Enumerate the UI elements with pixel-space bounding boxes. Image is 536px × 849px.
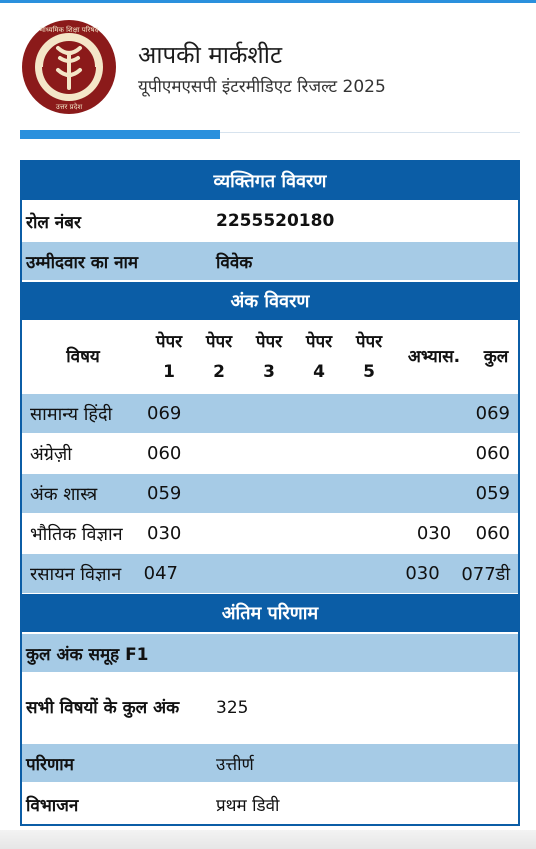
personal-details-heading: व्यक्तिगत विवरण xyxy=(22,162,518,202)
table-row xyxy=(22,434,518,474)
total-cell: 059 xyxy=(475,483,510,504)
paper-4-cell xyxy=(286,554,335,594)
paper-1-cell: 060 xyxy=(147,443,182,464)
paper-1-cell: 047 xyxy=(143,563,178,584)
paper-3-cell xyxy=(238,554,287,594)
paper-5-cell xyxy=(344,474,394,514)
practical-cell xyxy=(394,394,474,434)
upmsp-logo xyxy=(20,18,118,116)
paper-1-cell: 030 xyxy=(147,523,182,544)
top-accent-strip xyxy=(0,0,536,3)
roll-number-value: 2255520180 xyxy=(216,211,335,231)
paper-1-cell: 069 xyxy=(147,403,182,424)
paper-5-cell xyxy=(344,434,394,474)
result-row xyxy=(22,744,518,784)
division-label: विभाजन xyxy=(26,795,79,816)
paper-2-cell xyxy=(194,474,244,514)
practical-cell xyxy=(394,434,474,474)
subject-cell: अंक शास्त्र xyxy=(30,483,98,505)
table-row xyxy=(22,514,518,554)
final-result-heading: अंतिम परिणाम xyxy=(22,594,518,634)
table-row xyxy=(22,554,518,594)
paper-1-cell: 059 xyxy=(147,483,182,504)
practical-cell: 030 xyxy=(405,563,440,584)
paper-4-cell xyxy=(294,514,344,554)
division-value: प्रथम डिवी xyxy=(216,795,280,816)
paper-5-cell xyxy=(335,554,384,594)
total-cell: 060 xyxy=(475,443,510,464)
marks-details-heading: अंक विवरण xyxy=(22,282,518,322)
bottom-shadow xyxy=(0,830,536,849)
table-row xyxy=(22,474,518,514)
total-cell: 069 xyxy=(475,403,510,424)
subject-column-header: विषय xyxy=(66,347,100,367)
total-cell: 077डी xyxy=(461,563,510,585)
paper-5-cell xyxy=(344,514,394,554)
total-column-header: कुल xyxy=(483,347,509,367)
logo-top-text: माध्यमिक शिक्षा परिषद xyxy=(39,26,99,34)
page-title: आपकी मार्कशीट xyxy=(138,41,283,69)
practical-column-header: अभ्यास. xyxy=(407,347,461,367)
marksheet-table xyxy=(20,160,520,826)
paper-3-cell xyxy=(244,514,294,554)
subject-cell: भौतिक विज्ञान xyxy=(30,523,123,545)
paper-2-cell xyxy=(194,514,244,554)
group-total-label: कुल अंक समूह F1 xyxy=(26,644,149,665)
paper-3-cell xyxy=(244,394,294,434)
marks-column-headers xyxy=(22,322,518,394)
paper-1-column-header: पेपर 1 xyxy=(155,332,183,382)
practical-cell xyxy=(394,474,474,514)
result-label: परिणाम xyxy=(26,754,74,775)
paper-2-cell xyxy=(194,434,244,474)
result-value: उत्तीर्ण xyxy=(216,754,254,775)
subject-cell: सामान्य हिंदी xyxy=(30,403,113,425)
total-cell: 060 xyxy=(475,523,510,544)
candidate-name-row xyxy=(22,242,518,282)
paper-4-cell xyxy=(294,474,344,514)
paper-2-cell xyxy=(194,394,244,434)
paper-4-column-header: पेपर 4 xyxy=(305,332,333,382)
group-total-row xyxy=(22,634,518,674)
paper-4-cell xyxy=(294,434,344,474)
paper-5-cell xyxy=(344,394,394,434)
paper-5-column-header: पेपर 5 xyxy=(355,332,383,382)
division-row xyxy=(22,784,518,824)
grand-total-value: 325 xyxy=(216,698,249,718)
paper-4-cell xyxy=(294,394,344,434)
table-row xyxy=(22,394,518,434)
logo-bottom-text: उत्तर प्रदेश xyxy=(55,103,83,111)
subject-cell: अंग्रेज़ी xyxy=(30,443,72,465)
paper-2-column-header: पेपर 2 xyxy=(205,332,233,382)
progress-fill xyxy=(20,130,220,139)
roll-number-row xyxy=(22,202,518,242)
paper-3-column-header: पेपर 3 xyxy=(255,332,283,382)
candidate-name-label: उम्मीदवार का नाम xyxy=(26,252,139,273)
candidate-name-value: विवेक xyxy=(216,252,253,273)
paper-3-cell xyxy=(244,434,294,474)
page-subtitle: यूपीएमएसपी इंटरमीडिएट रिजल्ट 2025 xyxy=(138,77,386,97)
grand-total-row xyxy=(22,674,518,744)
grand-total-label: सभी विषयों के कुल अंक xyxy=(26,698,180,718)
page-header xyxy=(20,18,520,118)
paper-2-cell xyxy=(189,554,238,594)
roll-number-label: रोल नंबर xyxy=(26,212,81,233)
subject-cell: रसायन विज्ञान xyxy=(30,563,122,585)
practical-cell: 030 xyxy=(416,523,452,544)
paper-3-cell xyxy=(244,474,294,514)
